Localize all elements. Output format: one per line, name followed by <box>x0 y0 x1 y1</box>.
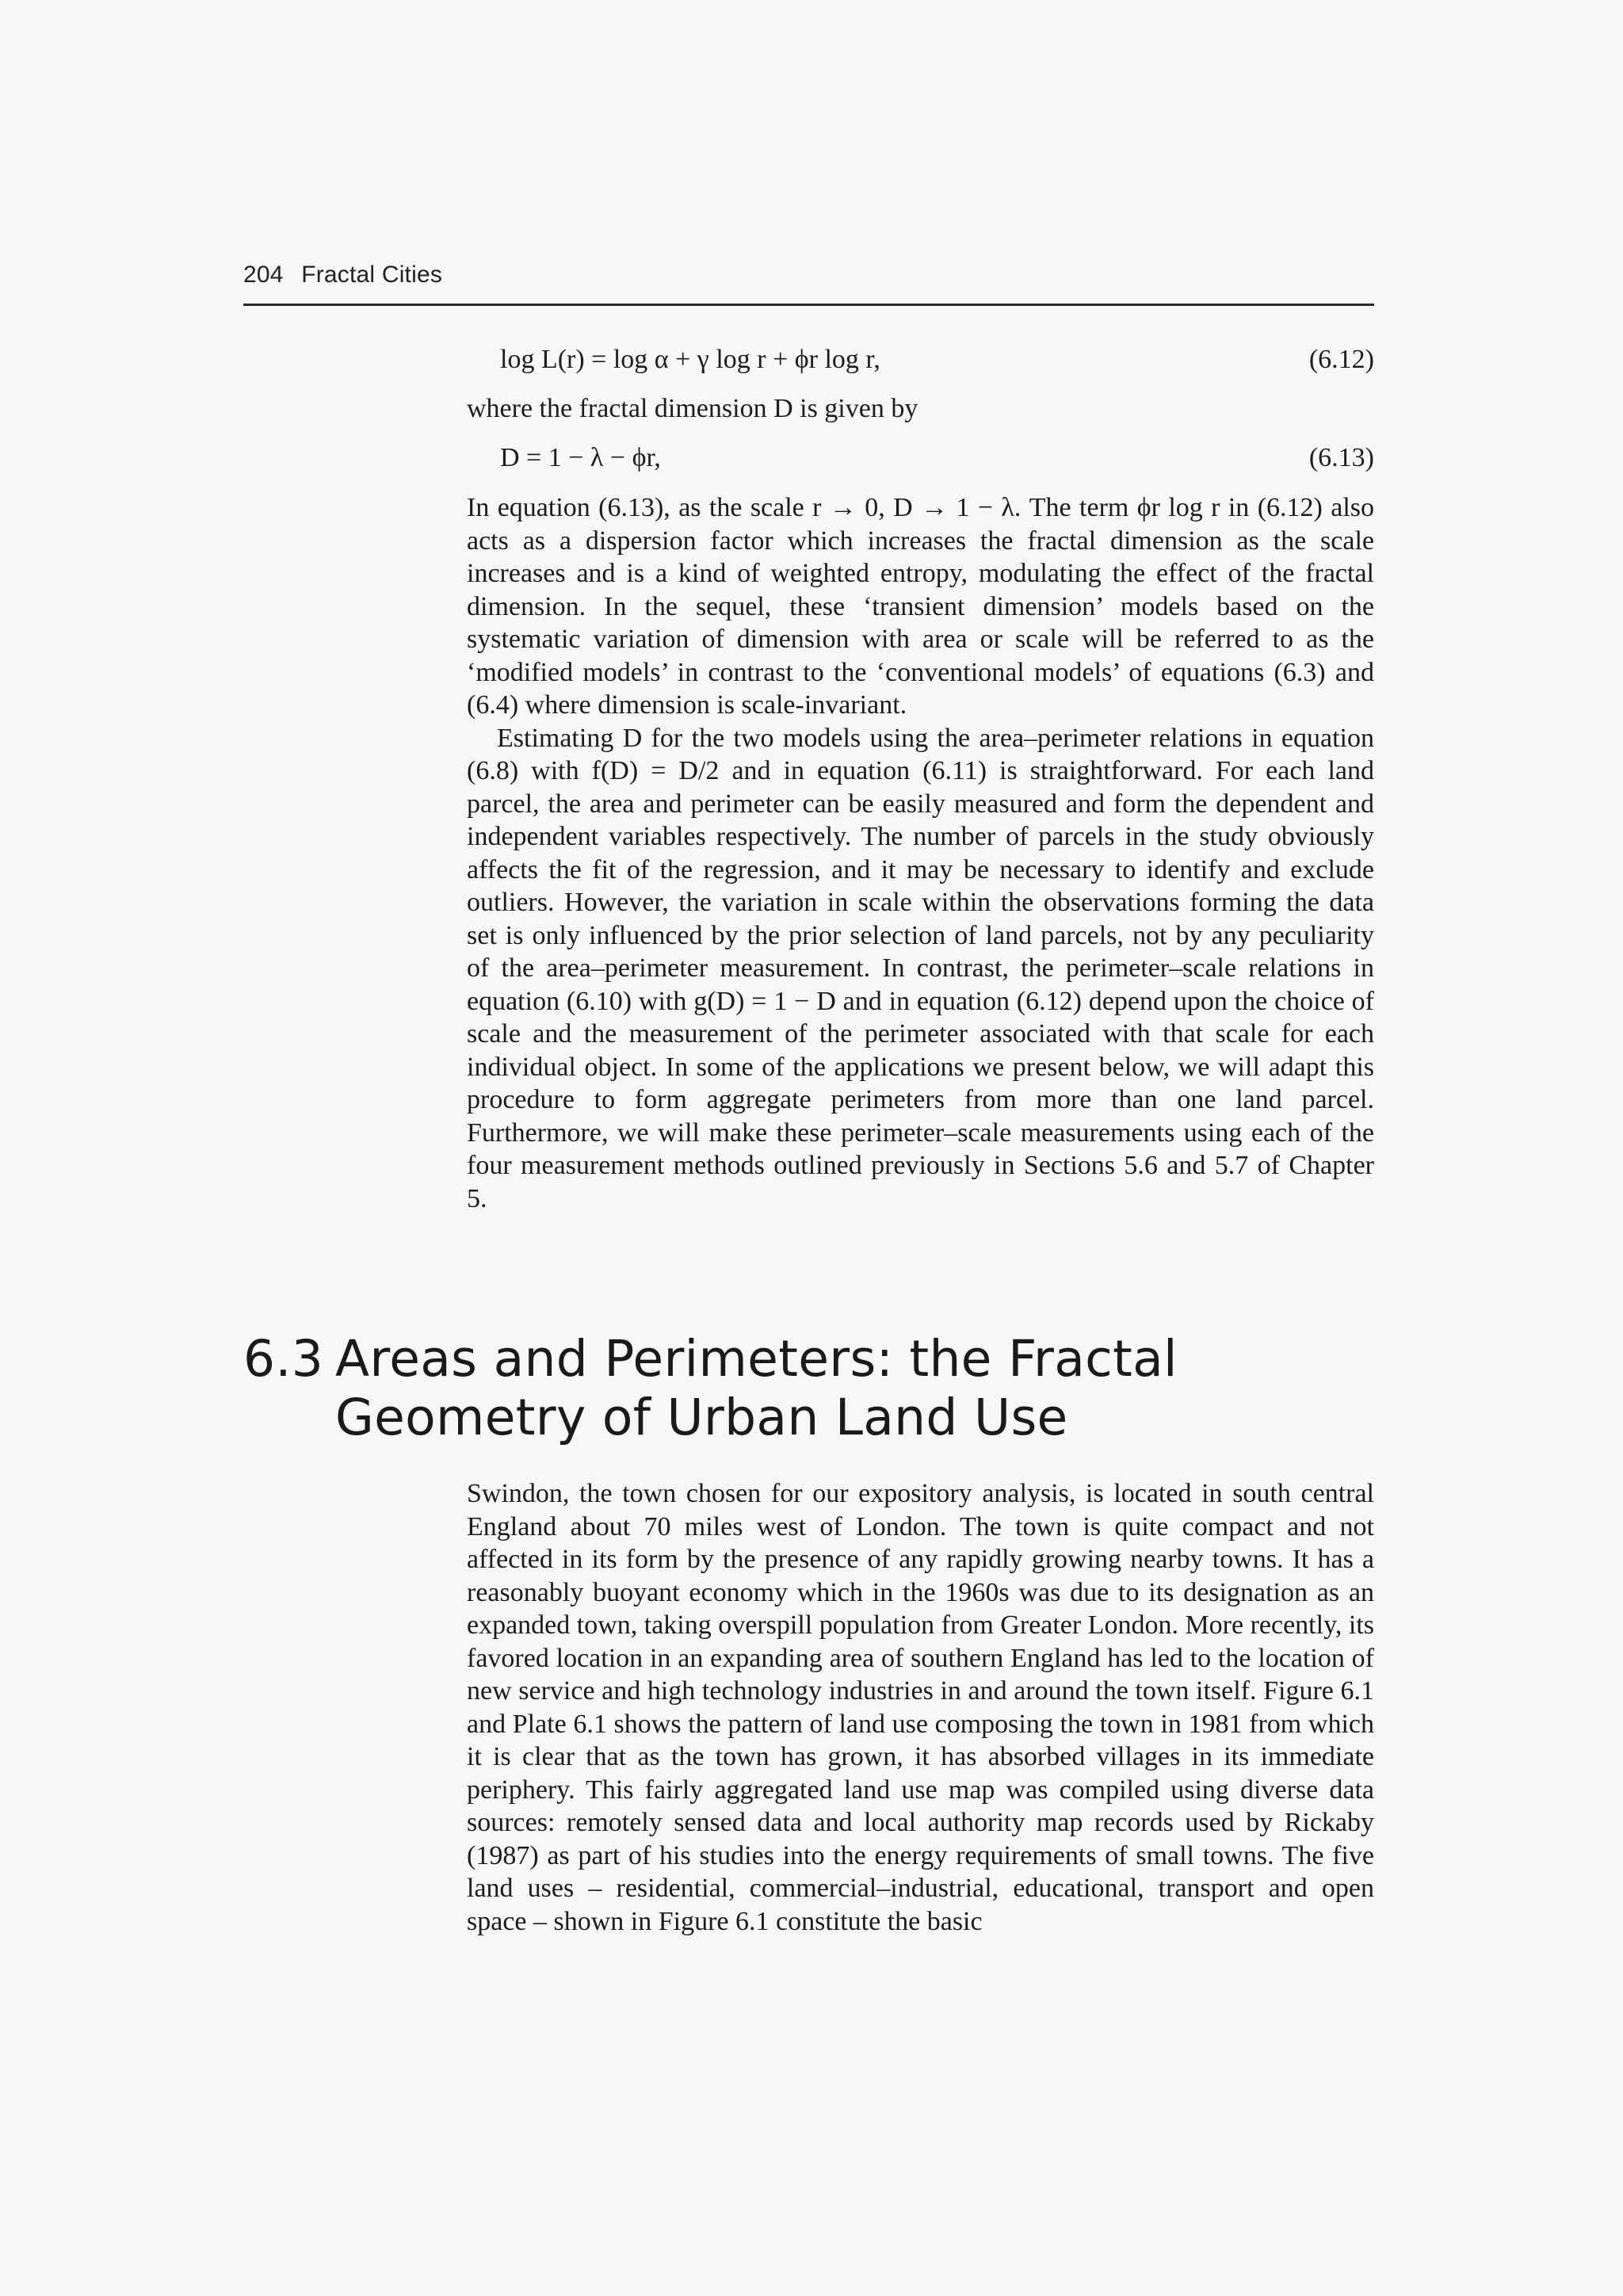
running-head <box>243 262 442 288</box>
paragraph: Swindon, the town chosen for our expository analysis, is located in south central England about 70 miles west of London. The town is quite compact and not affected in its form by the presence of any rapidly growing nearby towns. It has a reasonably buoyant economy which in the 1960s was due to its designation as an expanded town, taking overspill population from Greater London. More recently, its favored location in an expanding area of southern England has led to the location of new service and high technology industries in and around the town itself. Figure 6.1 and Plate 6.1 shows the pattern of land use composing the town in 1981 from which it is clear that as the town has grown, it has absorbed villages in its immediate periphery. This fairly aggregated land use map was compiled using diverse data sources: remotely sensed data and local authority map records used by Rickaby (1987) as part of his studies into the energy requirements of small towns. The five land uses – residential, commercial–industrial, educational, transport and open space – shown in Figure 6.1 constitute the basic <box>467 1479 1374 1936</box>
body-text-block <box>467 491 1374 1215</box>
section-number: 6.3 <box>243 1330 324 1388</box>
header-rule <box>243 304 1374 306</box>
equation-number: (6.12) <box>1308 345 1374 374</box>
section-title: Areas and Perimeters: the Fractal Geometry of Urban Land Use <box>335 1330 1178 1446</box>
equation-lead-in: where the fractal dimension D is given by <box>467 394 918 423</box>
running-title: Fractal Cities <box>301 262 443 288</box>
paragraph: Estimating D for the two models using the area–perimeter relations in equation (6.8) with f(D) = D/2 and in equation (6.11) is straightforward. For each land parcel, the area and perimeter can be easily measured and form the dependent and independent variables respectively. The number of parcels in the study obviously affects the fit of the regression, and it may be necessary to identify and exclude outliers. However, the variation in scale within the observations forming the data set is only influenced by the prior selection of land parcels, not by any peculiarity of the area–perimeter measurement. In contrast, the perimeter–scale relations in equation (6.10) with g(D) = 1 − D and in equation (6.12) depend upon the choice of scale and the measurement of the perimeter associated with that scale for each individual object. In some of the applications we present below, we will adapt this procedure to form aggregate perimeters from more than one land parcel. Furthermore, we will make these perimeter–scale measurements using each of the four measurement methods outlined previously in Sections 5.6 and 5.7 of Chapter 5. <box>467 723 1374 1213</box>
paragraph: In equation (6.13), as the scale r → 0, D → 1 − λ. The term ϕr log r in (6.12) also acts as a dispersion factor which increases the fractal dimension as the scale increases and is a kind of weighted entropy, modulating the effect of the fractal dimension. In the sequel, these ‘transient dimension’ models based on the systematic variation of dimension with area or scale will be referred to as the ‘modified models’ in contrast to the ‘conventional models’ of equations (6.3) and (6.4) where dimension is scale-invariant. <box>467 493 1374 720</box>
equation-number: (6.13) <box>1308 443 1374 472</box>
section-body <box>467 1477 1374 1938</box>
page-number: 204 <box>243 262 284 288</box>
equation-text: D = 1 − λ − ϕr, <box>500 443 661 472</box>
equation-text: log L(r) = log α + γ log r + ϕr log r, <box>500 345 880 374</box>
